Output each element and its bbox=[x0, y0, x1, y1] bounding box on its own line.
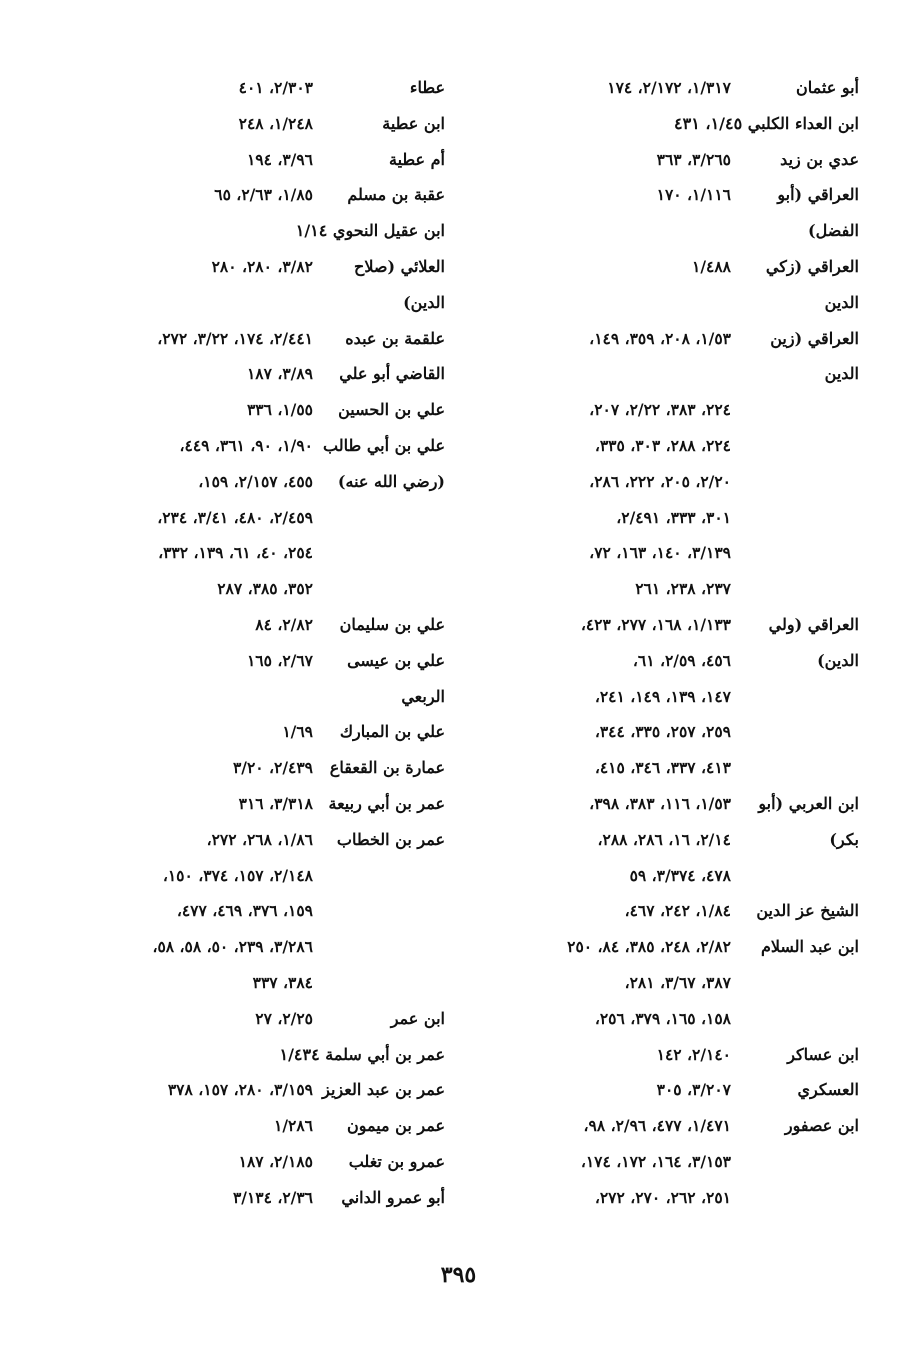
entry-name: علي بن المبارك bbox=[339, 722, 445, 742]
index-entry bbox=[503, 177, 859, 213]
entry-references: ١/٥٥، ٣٣٦ bbox=[246, 400, 313, 420]
index-entry bbox=[55, 965, 445, 1001]
entry-references: ٢/١٤٨، ١٥٧، ٣٧٤، ١٥٠، bbox=[162, 865, 313, 885]
entry-references: ٣/١٣٩، ١٤٠، ١٦٣، ٧٢، bbox=[589, 543, 731, 563]
entry-name: الشيخ عز الدين bbox=[756, 901, 859, 921]
entry-references: ١/٨٦، ٢٦٨، ٢٧٢، bbox=[206, 829, 313, 849]
entry-name: بكر) bbox=[829, 829, 859, 849]
entry-references: ٣/٢٨٦، ٢٣٩، ٥٠، ٥٨، ٥٨، bbox=[152, 937, 313, 957]
entry-name: ابن العداء الكلبي ١/٤٥، ٤٣١ bbox=[674, 113, 859, 133]
index-column-right bbox=[503, 70, 859, 1216]
index-entry bbox=[55, 1108, 445, 1144]
entry-name: العراقي (أبو bbox=[777, 185, 859, 205]
index-entry bbox=[503, 643, 859, 679]
index-entry bbox=[55, 106, 445, 142]
entry-references: ٢/٤٣٩، ٣/٢٠ bbox=[232, 758, 313, 778]
page-number: ٣٩٥ bbox=[440, 1262, 477, 1288]
index-entry bbox=[503, 535, 859, 571]
entry-references: ١/٥٣، ١١٦، ٣٨٣، ٣٩٨، bbox=[589, 793, 731, 813]
entry-name: ابن عصفور bbox=[784, 1116, 859, 1136]
entry-name: العراقي (ولي bbox=[768, 614, 859, 634]
entry-name: عقبة بن مسلم bbox=[347, 185, 445, 205]
entry-name: الدين bbox=[824, 364, 859, 384]
entry-references: ١/٢٤٨، ٢٤٨ bbox=[238, 113, 313, 133]
entry-references: ٢٥٩، ٢٥٧، ٣٣٥، ٣٤٤، bbox=[594, 722, 731, 742]
entry-references: ٢٥٤، ٤٠، ٦١، ١٣٩، ٣٣٢، bbox=[158, 543, 313, 563]
entry-references: ٣٥٢، ٣٨٥، ٢٨٧ bbox=[217, 579, 313, 599]
index-entry bbox=[503, 571, 859, 607]
entry-references: ١٥٨، ١٦٥، ٣٧٩، ٢٥٦، bbox=[594, 1008, 731, 1028]
entry-name: ابن عطية bbox=[382, 113, 445, 133]
index-entry bbox=[55, 1001, 445, 1037]
entry-references: ١/٣١٧، ٢/١٧٢، ١٧٤ bbox=[607, 78, 731, 97]
entry-name: عمر بن عبد العزيز bbox=[322, 1080, 445, 1100]
entry-references: ٣٨٧، ٣/٦٧، ٢٨١، bbox=[624, 972, 731, 992]
index-entry bbox=[503, 607, 859, 643]
index-entry bbox=[503, 858, 859, 894]
index-entry bbox=[55, 786, 445, 822]
entry-references: ٣/١٥٣، ١٦٤، ١٧٢، ١٧٤، bbox=[580, 1151, 731, 1171]
entry-references: ٢/٨٢، ٢٤٨، ٣٨٥، ٨٤، ٢٥٠ bbox=[567, 937, 731, 957]
entry-name: عطاء bbox=[409, 78, 445, 97]
index-entry bbox=[55, 464, 445, 500]
entry-name: ابن عبد السلام bbox=[760, 937, 859, 957]
index-entry bbox=[503, 965, 859, 1001]
index-entry bbox=[55, 1072, 445, 1108]
entry-name: (رضي الله عنه) bbox=[337, 471, 445, 491]
index-entry bbox=[503, 714, 859, 750]
entry-references: ١/٤٧١، ٤٧٧، ٢/٩٦، ٩٨، bbox=[583, 1116, 731, 1136]
entry-name: علي بن أبي طالب bbox=[323, 435, 445, 455]
index-entry bbox=[503, 786, 859, 822]
index-entry bbox=[55, 571, 445, 607]
entry-name: ابن عمر bbox=[390, 1008, 445, 1028]
entry-references: ٤٥٥، ٢/١٥٧، ١٥٩، bbox=[198, 471, 313, 491]
index-entry bbox=[503, 822, 859, 858]
index-entry bbox=[503, 929, 859, 965]
entry-references: ٣/١٥٩، ٢٨٠، ١٥٧، ٣٧٨ bbox=[167, 1080, 313, 1100]
index-entry bbox=[55, 70, 445, 106]
entry-name: علي بن الحسين bbox=[338, 400, 445, 420]
index-entry bbox=[55, 750, 445, 786]
index-entry bbox=[55, 392, 445, 428]
index-column-left bbox=[55, 70, 445, 1216]
index-entry bbox=[55, 679, 445, 715]
index-entry bbox=[55, 249, 445, 285]
index-entry bbox=[503, 428, 859, 464]
entry-name: أبو عمرو الداني bbox=[341, 1187, 445, 1207]
index-entry bbox=[55, 500, 445, 536]
index-entry bbox=[55, 1180, 445, 1216]
index-entry bbox=[55, 213, 445, 249]
entry-references: ٢/٢٠، ٢٠٥، ٢٢٢، ٢٨٦، bbox=[589, 471, 731, 491]
entry-name: أم عطية bbox=[389, 149, 445, 169]
index-entry bbox=[55, 142, 445, 178]
entry-references: ١/١١٦، ١٧٠ bbox=[656, 185, 731, 205]
index-entry bbox=[55, 535, 445, 571]
index-entry bbox=[55, 1037, 445, 1073]
entry-references: ١/٨٥، ٢/٦٣، ٦٥ bbox=[214, 185, 313, 205]
index-entry bbox=[503, 213, 859, 249]
entry-name: العسكري bbox=[797, 1080, 859, 1100]
entry-name: العراقي (زين bbox=[770, 328, 859, 348]
entry-name: عمارة بن القعقاع bbox=[329, 758, 445, 778]
entry-references: ٢/١٨٥، ١٨٧ bbox=[238, 1151, 313, 1171]
entry-references: ٢/٣٦، ٣/١٣٤ bbox=[232, 1187, 313, 1207]
entry-references: ٢٢٤، ٣٨٣، ٢/٢٢، ٢٠٧، bbox=[589, 400, 731, 420]
index-entry bbox=[503, 106, 859, 142]
entry-name: القاضي أبو علي bbox=[339, 364, 445, 384]
entry-references: ٢/١٤٠، ١٤٢ bbox=[656, 1044, 731, 1064]
entry-references: ٣/٣١٨، ٣١٦ bbox=[238, 793, 313, 813]
entry-name: الفضل) bbox=[808, 221, 859, 241]
index-entry bbox=[503, 464, 859, 500]
index-entry bbox=[503, 893, 859, 929]
entry-name: الدين bbox=[824, 292, 859, 312]
entry-references: ٢/٨٢، ٨٤ bbox=[255, 614, 313, 634]
index-entry bbox=[503, 1072, 859, 1108]
index-entry bbox=[55, 1144, 445, 1180]
entry-name: علقمة بن عبده bbox=[345, 328, 445, 348]
index-entry bbox=[55, 893, 445, 929]
entry-references: ١/٥٣، ٢٠٨، ٣٥٩، ١٤٩، bbox=[589, 328, 731, 348]
index-entry bbox=[503, 142, 859, 178]
entry-references: ٣/٢٠٧، ٣٠٥ bbox=[656, 1080, 731, 1100]
entry-references: ٣/٩٦، ١٩٤ bbox=[246, 149, 313, 169]
entry-references: ٢/٦٧، ١٦٥ bbox=[246, 650, 313, 670]
index-entry bbox=[503, 1001, 859, 1037]
entry-references: ١/٩٠، ٩٠، ٣٦١، ٤٤٩، bbox=[179, 435, 313, 455]
index-entry bbox=[503, 500, 859, 536]
entry-name: عمرو بن تغلب bbox=[348, 1151, 445, 1171]
entry-name: أبو عثمان bbox=[796, 78, 859, 97]
entry-name: عمر بن ميمون bbox=[346, 1116, 445, 1136]
entry-references: ٣/٨٢، ٢٨٠، ٢٨٠ bbox=[211, 256, 313, 276]
entry-references: ١/٢٨٦ bbox=[274, 1116, 313, 1136]
index-entry bbox=[55, 607, 445, 643]
entry-references: ١/٤٨٨ bbox=[692, 256, 731, 276]
entry-references: ٢٥١، ٢٦٢، ٢٧٠، ٢٧٢، bbox=[594, 1187, 731, 1207]
entry-references: ٢/١٤، ١٦، ٢٨٦، ٢٨٨، bbox=[597, 829, 731, 849]
entry-name: الربعي bbox=[401, 686, 445, 706]
index-entry bbox=[55, 285, 445, 321]
entry-references: ٤١٣، ٣٣٧، ٣٤٦، ٤١٥، bbox=[594, 758, 731, 778]
entry-references: ٢٢٤، ٢٨٨، ٣٠٣، ٣٣٥، bbox=[594, 435, 731, 455]
entry-references: ٢٣٧، ٢٣٨، ٢٦١ bbox=[635, 579, 731, 599]
index-entry bbox=[503, 70, 859, 106]
entry-name: عدي بن زيد bbox=[780, 149, 859, 169]
entry-references: ٢/٤٥٩، ٤٨٠، ٣/٤١، ٢٣٤، bbox=[157, 507, 313, 527]
entry-references: ١/٨٤، ٢٤٢، ٤٦٧، bbox=[624, 901, 731, 921]
entry-references: ٣/٢٦٥، ٣٦٣ bbox=[656, 149, 731, 169]
index-entry bbox=[55, 858, 445, 894]
index-entry bbox=[503, 750, 859, 786]
entry-references: ١/٦٩ bbox=[282, 722, 313, 742]
entry-name: ابن العربي (أبو bbox=[758, 793, 859, 813]
entry-name: العلائي (صلاح bbox=[354, 256, 445, 276]
index-entry bbox=[55, 714, 445, 750]
index-entry bbox=[503, 249, 859, 285]
index-entry bbox=[503, 1037, 859, 1073]
entry-references: ٣٨٤، ٣٣٧ bbox=[252, 972, 313, 992]
entry-references: ٣/٨٩، ١٨٧ bbox=[246, 364, 313, 384]
index-entry bbox=[503, 1144, 859, 1180]
entry-name: الدين) bbox=[403, 292, 445, 312]
index-entry bbox=[503, 356, 859, 392]
entry-name: عمر بن أبي سلمة ١/٤٣٤ bbox=[279, 1044, 445, 1064]
entry-name: عمر بن أبي ربيعة bbox=[328, 793, 445, 813]
index-entry bbox=[503, 392, 859, 428]
index-entry bbox=[503, 1108, 859, 1144]
index-entry bbox=[503, 1180, 859, 1216]
index-entry bbox=[55, 321, 445, 357]
index-entry bbox=[55, 643, 445, 679]
entry-references: ١٥٩، ٣٧٦، ٤٦٩، ٤٧٧، bbox=[176, 901, 313, 921]
entry-references: ٤٧٨، ٣/٣٧٤، ٥٩ bbox=[629, 865, 731, 885]
entry-references: ٤٥٦، ٢/٥٩، ٦١، bbox=[632, 650, 731, 670]
entry-name: العراقي (زكي bbox=[765, 256, 859, 276]
entry-references: ١/١٣٣، ١٦٨، ٢٧٧، ٤٢٣، bbox=[580, 614, 731, 634]
index-entry bbox=[503, 285, 859, 321]
index-entry bbox=[55, 428, 445, 464]
index-entry bbox=[55, 177, 445, 213]
entry-name: علي بن سليمان bbox=[339, 614, 445, 634]
entry-name: علي بن عيسى bbox=[347, 650, 445, 670]
entry-references: ٢/٢٥، ٢٧ bbox=[255, 1008, 313, 1028]
entry-references: ٢/٤٤١، ١٧٤، ٣/٢٢، ٢٧٢، bbox=[157, 328, 313, 348]
index-entry bbox=[55, 356, 445, 392]
entry-references: ٢/٣٠٣، ٤٠١ bbox=[238, 78, 313, 97]
index-entry bbox=[55, 822, 445, 858]
entry-references: ٣٠١، ٣٣٣، ٢/٤٩١، bbox=[616, 507, 731, 527]
entry-name: ابن عساكر bbox=[787, 1044, 859, 1064]
entry-name: الدين) bbox=[817, 650, 859, 670]
index-entry bbox=[55, 929, 445, 965]
index-entry bbox=[503, 679, 859, 715]
entry-name: ابن عقيل النحوي ١/١٤ bbox=[295, 221, 445, 241]
entry-references: ١٤٧، ١٣٩، ١٤٩، ٢٤١، bbox=[594, 686, 731, 706]
entry-name: عمر بن الخطاب bbox=[336, 829, 445, 849]
index-entry bbox=[503, 321, 859, 357]
